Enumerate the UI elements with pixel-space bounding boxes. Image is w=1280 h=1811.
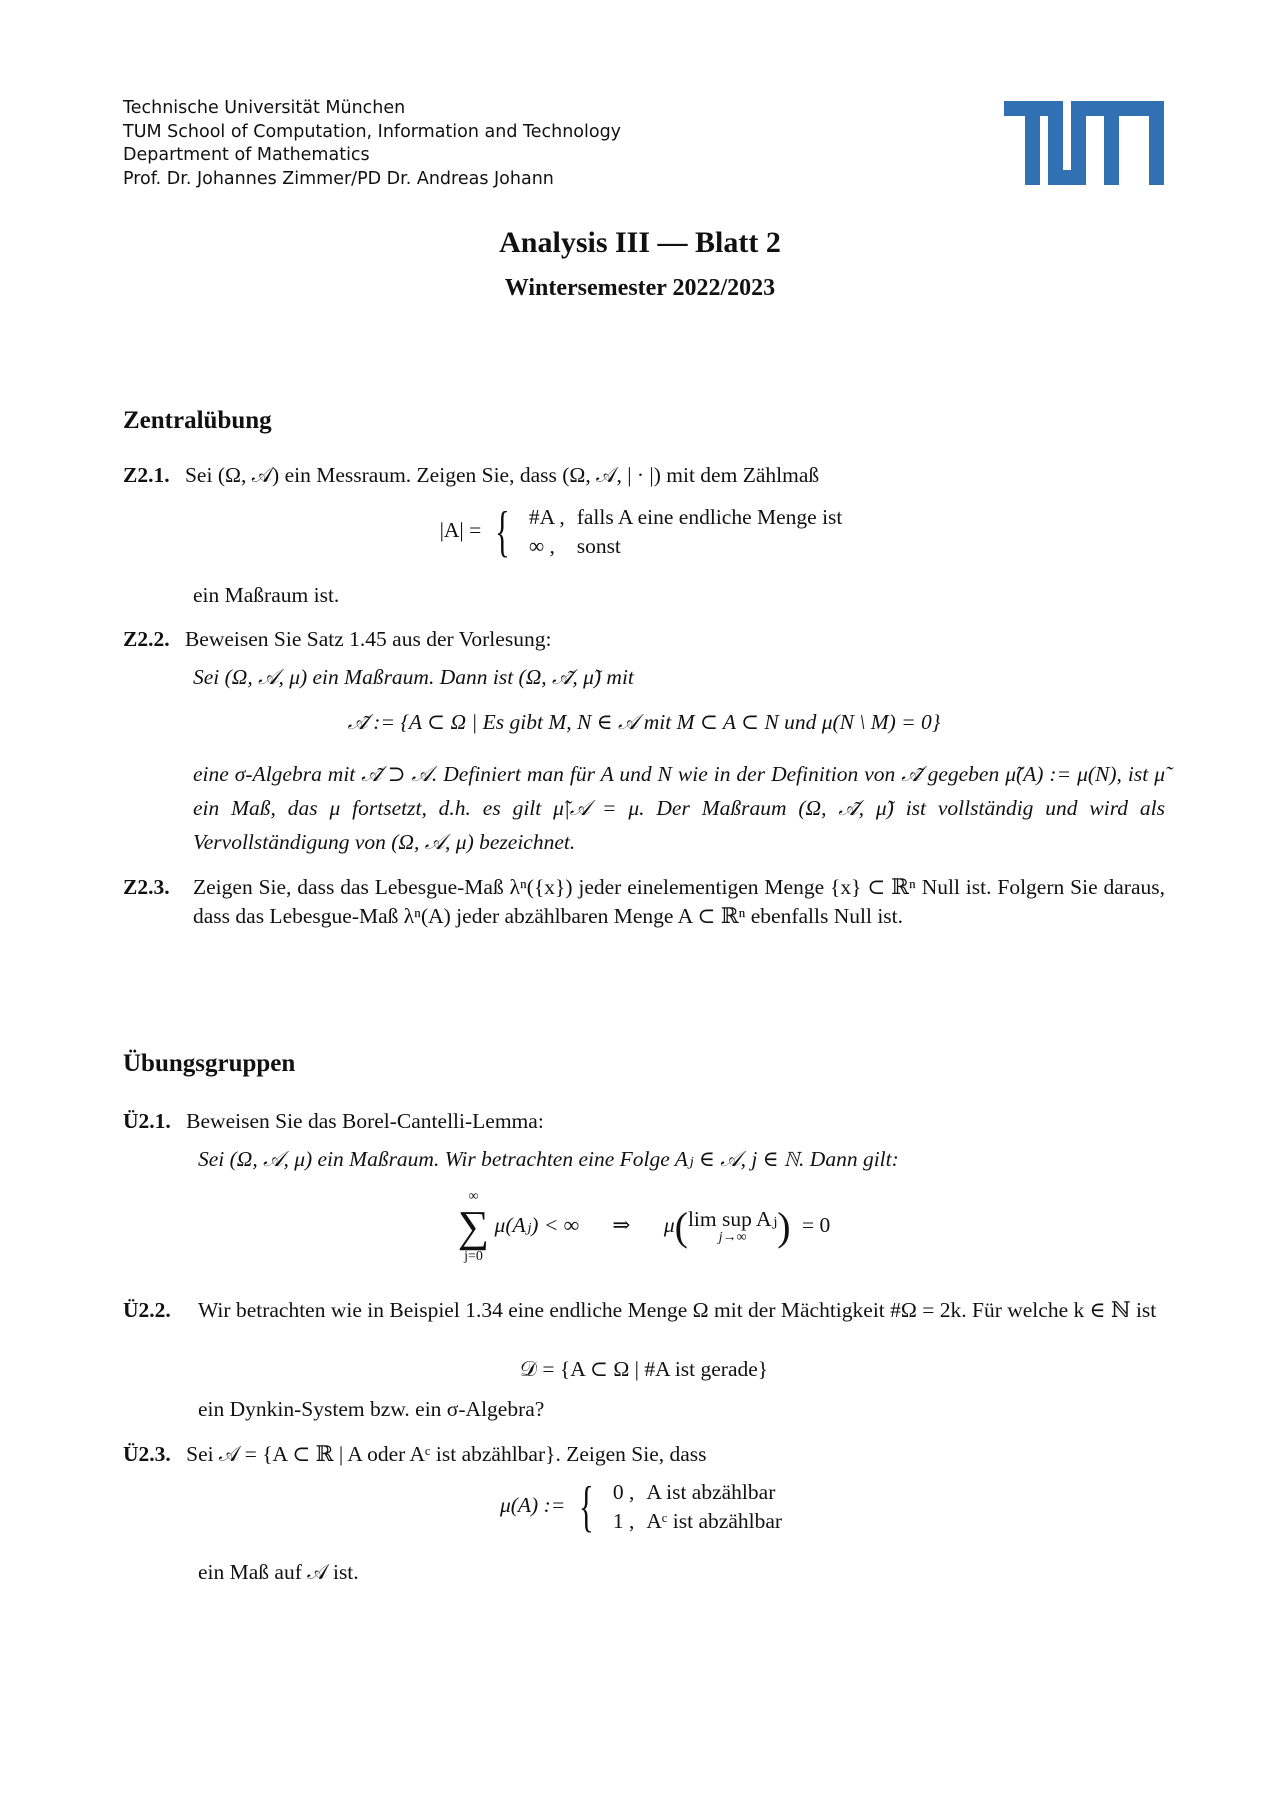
case-value: ∞ , <box>528 534 555 558</box>
right-paren: ) <box>777 1203 791 1249</box>
header-line-professors: Prof. Dr. Johannes Zimmer/PD Dr. Andreas Johann <box>123 168 554 189</box>
case-value: #A , <box>528 505 565 529</box>
exercise-outro: ein Dynkin-System bzw. ein σ-Algebra? <box>198 1397 545 1421</box>
section-heading-zentraluebung: Zentralübung <box>123 407 272 434</box>
header-line-department: Department of Mathematics <box>123 145 370 165</box>
exercise-label: Ü2.1. <box>123 1109 171 1133</box>
exercise-text: Wir betrachten wie in Beispiel 1.34 eine endliche Menge Ω mit der Mächtigkeit #Ω = 2k. Für welche k ∈ ℕ ist <box>198 1298 1157 1322</box>
sum-symbol: ∑ <box>457 1202 490 1251</box>
exercise-z2-1 <box>123 461 1165 611</box>
exercise-label: Z2.2. <box>123 627 170 651</box>
sum-operator <box>458 1189 489 1265</box>
case-condition: A ist abzählbar <box>646 1480 776 1504</box>
formula-lhs: μ(A) := <box>499 1492 566 1517</box>
cases-table <box>607 1478 788 1536</box>
case-value: 0 , <box>612 1480 635 1504</box>
theorem-paragraph: eine σ-Algebra mit 𝒜̃ ⊃ 𝒜. Definiert man für A und N wie in der Definition von 𝒜̃ gegeben μ̃(A) := μ(N), ist μ̃ ein Maß, das μ fortsetzt, d.h. es gilt μ̃|𝒜 = μ. Der Maßraum (Ω, 𝒜̃, μ̃) ist vollständig und wird als Vervollständigung von (Ω, 𝒜, μ) bezeichnet. <box>193 762 1165 854</box>
institution-header <box>123 97 621 191</box>
header-line-school: TUM School of Computation, Information and Technology <box>123 121 622 142</box>
borel-cantelli-formula <box>123 1189 1165 1265</box>
exercise-u2-1 <box>123 1107 1165 1282</box>
exercise-u2-3 <box>123 1440 1165 1590</box>
exercise-intro: Sei (Ω, 𝒜) ein Messraum. Zeigen Sie, dass (Ω, 𝒜, | · |) mit dem Zählmaß <box>184 463 820 487</box>
exercise-text: Zeigen Sie, dass das Lebesgue-Maß λⁿ({x}) jeder einelementigen Menge {x} ⊂ ℝⁿ Null ist. Folgern Sie daraus, dass das Lebesgue-Maß λⁿ(A) jeder abzählbaren Menge A ⊂ ℝⁿ ebenfalls Null ist. <box>193 875 1165 928</box>
limsup-operator <box>688 1208 777 1246</box>
cases-table <box>523 503 849 561</box>
exercise-intro: Beweisen Sie das Borel-Cantelli-Lemma: <box>186 1109 544 1133</box>
exercise-u2-2 <box>123 1296 1165 1421</box>
limsup-text: lim sup Aⱼ <box>687 1207 778 1231</box>
formula-lhs: |A| = <box>439 517 482 542</box>
exercise-label: Z2.3. <box>123 875 170 899</box>
header-line-university: Technische Universität München <box>123 98 406 118</box>
exercise-intro: Sei 𝒜 = {A ⊂ ℝ | A oder Aᶜ ist abzählbar}. Zeigen Sie, dass <box>186 1442 707 1466</box>
exercise-intro: Beweisen Sie Satz 1.45 aus der Vorlesung: <box>184 627 552 651</box>
exercise-outro: ein Maß auf 𝒜 ist. <box>198 1560 359 1584</box>
sum-lower-limit: j=0 <box>464 1249 483 1264</box>
case-condition: falls A eine endliche Menge ist <box>576 505 843 529</box>
sum-body: μ(Aⱼ) < ∞ <box>494 1212 580 1237</box>
exercise-z2-3 <box>123 873 1165 963</box>
tum-logo <box>1004 101 1164 185</box>
dynkin-formula: 𝒟 = {A ⊂ Ω | #A ist gerade} <box>519 1357 769 1381</box>
left-brace: { <box>494 501 510 563</box>
theorem-line: Sei (Ω, 𝒜, μ) ein Maßraum. Dann ist (Ω, 𝒜̃, μ̃) mit <box>193 665 634 689</box>
left-brace: { <box>578 1476 594 1538</box>
case-value: 1 , <box>612 1509 635 1533</box>
case-condition: Aᶜ ist abzählbar <box>646 1509 783 1533</box>
exercise-outro: ein Maßraum ist. <box>193 583 340 607</box>
counting-measure-formula <box>123 503 1165 561</box>
limsup-subscript: j→∞ <box>718 1230 747 1245</box>
section-heading-uebungsgruppen: Übungsgruppen <box>123 1050 296 1077</box>
exercise-z2-2 <box>123 625 1165 855</box>
exercise-label: Z2.1. <box>123 463 170 487</box>
completion-sigma-algebra-formula: 𝒜̃ := {A ⊂ Ω | Es gibt M, N ∈ 𝒜 mit M ⊂ A ⊂ N und μ(N \ M) = 0} <box>347 710 941 734</box>
measure-definition-formula <box>123 1478 1165 1536</box>
sheet-title: Analysis III — Blatt 2 <box>499 226 781 259</box>
theorem-line: Sei (Ω, 𝒜, μ) ein Maßraum. Wir betrachten eine Folge Aⱼ ∈ 𝒜, j ∈ ℕ. Dann gilt: <box>198 1147 899 1171</box>
case-condition: sonst <box>576 534 621 558</box>
sum-upper-limit: ∞ <box>468 1189 479 1204</box>
left-paren: ( <box>674 1203 688 1249</box>
implies-symbol: ⇒ <box>612 1212 631 1237</box>
formula-rhs: = 0 <box>801 1212 831 1237</box>
exercise-label: Ü2.2. <box>123 1298 171 1322</box>
sheet-subtitle: Wintersemester 2022/2023 <box>504 275 776 301</box>
measure-symbol: μ <box>663 1212 675 1237</box>
exercise-label: Ü2.3. <box>123 1442 171 1466</box>
